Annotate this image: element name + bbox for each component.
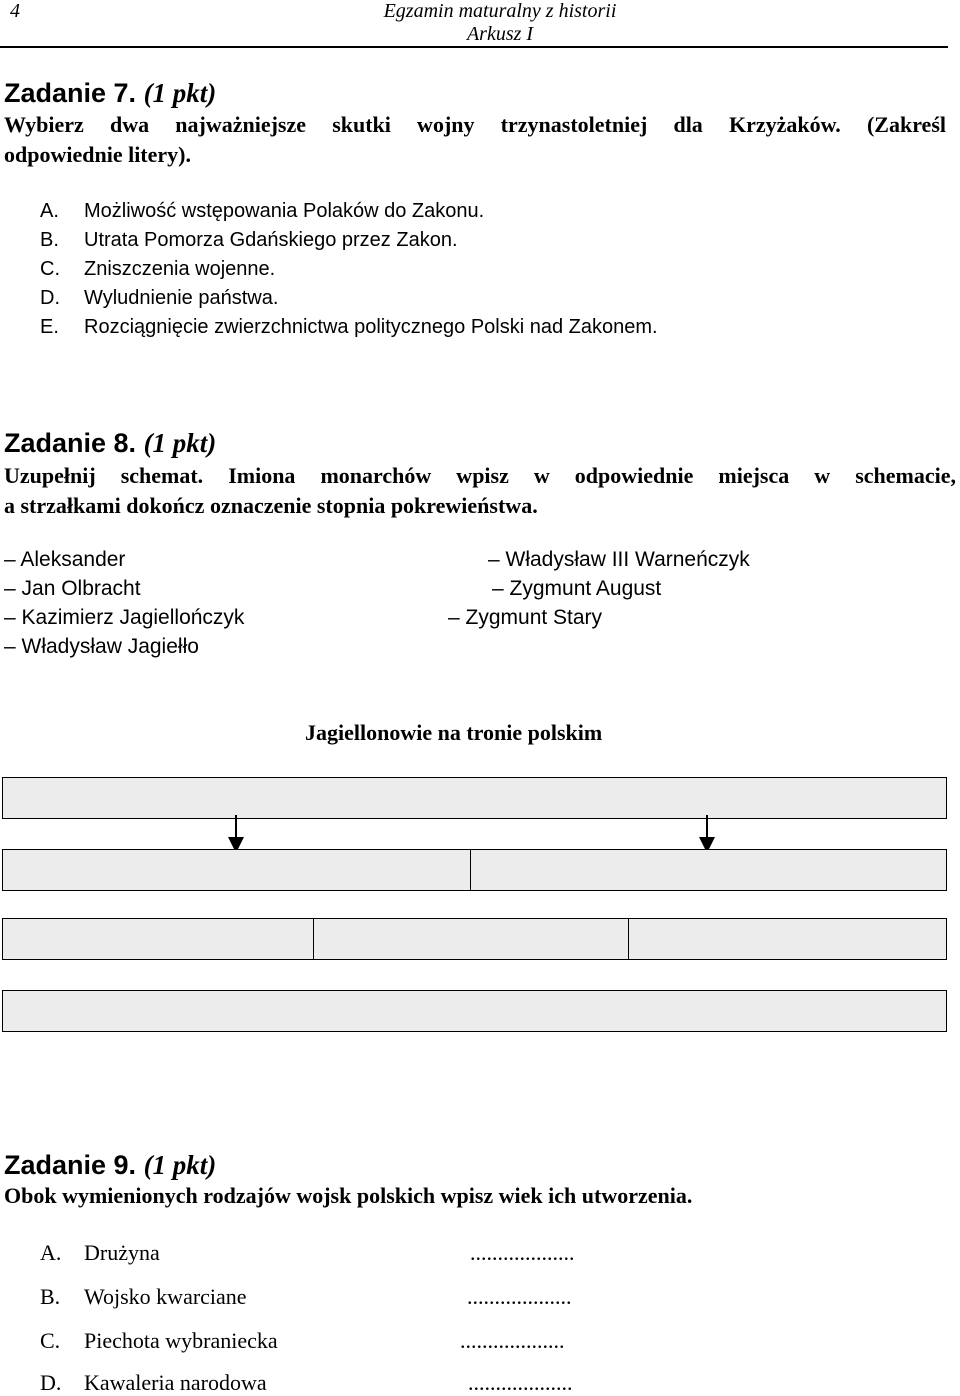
item-letter: B.: [40, 1284, 61, 1309]
header-sheet-label: Arkusz I: [466, 23, 534, 45]
item-letter: C.: [40, 1328, 61, 1353]
task9-item-b: [40, 1284, 247, 1310]
name-aleksander: – Aleksander: [4, 548, 126, 571]
header-exam-title: Egzamin maturalny z historii: [383, 0, 617, 22]
schema-box-level3-middle[interactable]: [313, 918, 630, 960]
arrow-right-line: [706, 815, 708, 839]
task9-instruction: Obok wymienionych rodzajów wojsk polskich wpisz wiek ich utworzenia.: [4, 1183, 693, 1208]
option-text: Możliwość wstępowania Polaków do Zakonu.: [84, 200, 485, 222]
task9-blank-a[interactable]: ...................: [470, 1240, 575, 1265]
option-letter: B.: [40, 229, 59, 251]
task7-instruction-line2: odpowiednie litery).: [4, 142, 191, 167]
schema-box-level3-right[interactable]: [628, 918, 947, 960]
task9-item-c: [40, 1328, 278, 1354]
task7-option-e[interactable]: [40, 316, 658, 339]
option-text: Zniszczenia wojenne.: [84, 258, 276, 280]
schema-box-level2-left[interactable]: [2, 849, 472, 891]
task9-blank-b[interactable]: ...................: [467, 1284, 572, 1309]
page-header: [360, 0, 640, 46]
task9-title: [4, 1150, 216, 1181]
item-text: Wojsko kwarciane: [84, 1284, 247, 1309]
task9-blank-c[interactable]: ...................: [460, 1328, 565, 1353]
item-text: Piechota wybraniecka: [84, 1328, 278, 1353]
item-text: Kawaleria narodowa: [84, 1370, 267, 1395]
task7-option-c[interactable]: [40, 258, 275, 281]
name-wladyslaw-warnenczyk: – Władysław III Warneńczyk: [488, 548, 750, 571]
task7-title: [4, 78, 216, 109]
option-text: Wyludnienie państwa.: [84, 287, 279, 309]
name-wladyslaw-jagiello: – Władysław Jagiełło: [4, 635, 199, 658]
task9-item-d: [40, 1370, 267, 1396]
task7-option-d[interactable]: [40, 287, 278, 310]
name-jan-olbracht: – Jan Olbracht: [4, 577, 141, 600]
task8-instruction-line1: Uzupełnij schemat. Imiona monarchów wpisz w odpowiednie miejsca w schemacie,: [4, 463, 956, 488]
item-text: Drużyna: [84, 1240, 160, 1265]
task9-points: (1 pkt): [143, 1150, 217, 1180]
task8-title: [4, 428, 216, 459]
option-letter: C.: [40, 258, 60, 280]
schema-box-level3-left[interactable]: [2, 918, 315, 960]
option-letter: E.: [40, 316, 59, 338]
task7-option-b[interactable]: [40, 229, 458, 252]
schema-title: Jagiellonowie na tronie polskim: [305, 720, 603, 745]
item-letter: D.: [40, 1370, 62, 1395]
schema-box-level4[interactable]: [2, 990, 947, 1032]
page-number: 4: [10, 0, 20, 22]
task7-number: Zadanie 7.: [4, 78, 137, 108]
task9-blank-d[interactable]: ...................: [468, 1370, 573, 1395]
option-text: Utrata Pomorza Gdańskiego przez Zakon.: [84, 229, 458, 251]
task8-instruction-line2: a strzałkami dokończ oznaczenie stopnia pokrewieństwa.: [4, 493, 538, 518]
option-letter: D.: [40, 287, 60, 309]
item-letter: A.: [40, 1240, 62, 1265]
schema-box-level1[interactable]: [2, 777, 947, 819]
name-zygmunt-stary: – Zygmunt Stary: [448, 606, 603, 629]
task9-item-a: [40, 1240, 160, 1266]
task7-points: (1 pkt): [143, 78, 217, 108]
task8-number: Zadanie 8.: [4, 428, 137, 458]
task8-points: (1 pkt): [143, 428, 217, 458]
name-zygmunt-august: – Zygmunt August: [492, 577, 662, 600]
arrow-left-line: [235, 815, 237, 839]
option-text: Rozciągnięcie zwierzchnictwa politycznego Polski nad Zakonem.: [84, 316, 658, 338]
option-letter: A.: [40, 200, 59, 222]
header-rule: [0, 46, 948, 48]
task7-option-a[interactable]: [40, 200, 484, 223]
task7-instruction-line1: Wybierz dwa najważniejsze skutki wojny trzynastoletniej dla Krzyżaków. (Zakreśl: [4, 112, 946, 137]
task9-number: Zadanie 9.: [4, 1150, 137, 1180]
name-kazimierz-jagiellonczyk: – Kazimierz Jagiellończyk: [4, 606, 245, 629]
schema-box-level2-right[interactable]: [470, 849, 947, 891]
